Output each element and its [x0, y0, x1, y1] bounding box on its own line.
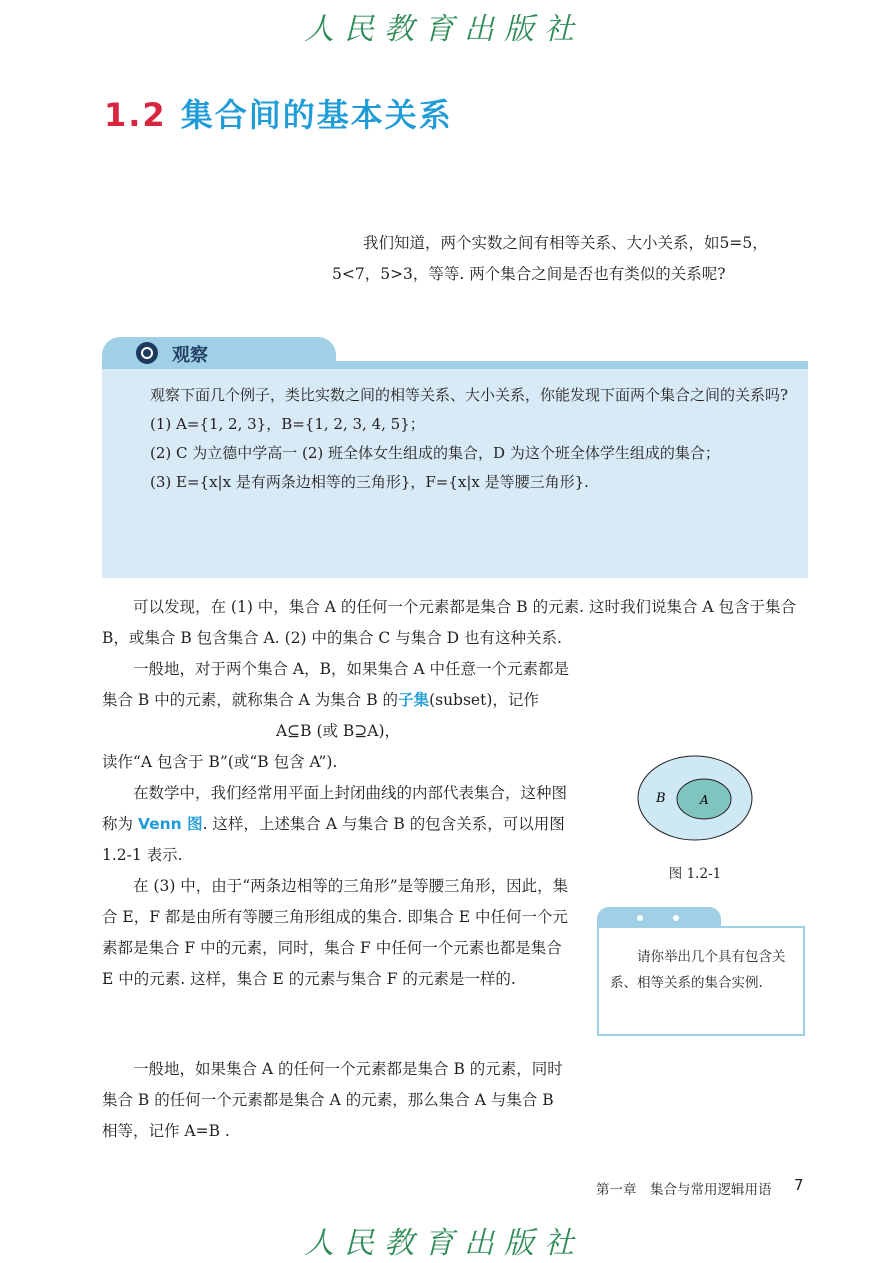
subset-formula: A⊆B (或 B⊇A)，: [275, 722, 401, 740]
venn-diagram: [636, 754, 754, 842]
observe-line: (2) C 为立德中学高一 (2) 班全体女生组成的集合，D 为这个班全体学生组成的集合；: [150, 444, 720, 462]
venn-text-tail: . 这样，上述集合 A 与集合 B 的包含关系，可以用图 1.2-1 表示.: [102, 815, 565, 864]
section-title: [104, 90, 453, 136]
observe-line: (1) A={1, 2, 3}，B={1, 2, 3, 4, 5}；: [150, 415, 425, 433]
paragraph-set-equality: 一般地，如果集合 A 的任何一个元素都是集合 B 的元素，同时集合 B 的任何一个元素都是集合 A 的元素，那么集合 A 与集合 B 相等，记作 A=B .: [102, 1060, 563, 1140]
paragraph-discovery: 可以发现，在 (1) 中，集合 A 的任何一个元素都是集合 B 的元素. 这时我们说集合 A 包含于集合 B，或集合 B 包含集合 A. (2) 中的集合 C 与集合 D 也有这种关系.: [102, 598, 797, 647]
venn-outer-label: B: [656, 791, 666, 806]
intro-paragraph: 我们知道，两个实数之间有相等关系、大小关系，如5=5，5<7，5>3，等等. 两个集合之间是否也有类似的关系呢?: [332, 234, 768, 283]
keyword-venn: Venn 图: [137, 815, 203, 833]
observe-line: 观察下面几个例子，类比实数之间的相等关系、大小关系，你能发现下面两个集合之间的关系吗?: [150, 386, 789, 404]
observe-label: 观察: [172, 345, 208, 366]
note-text: 请你举出几个具有包含关系、相等关系的集合实例.: [610, 949, 786, 991]
venn-inner-label: A: [700, 793, 709, 807]
figure-caption: 图 1.2-1: [668, 866, 722, 882]
note-dot-icon: [637, 915, 643, 921]
observe-line: (3) E={x|x 是有两条边相等的三角形}，F={x|x 是等腰三角形}.: [150, 473, 589, 491]
subset-def-tail: (subset)，记作: [429, 691, 539, 709]
subset-def-text: 一般地，对于两个集合 A，B，如果集合 A 中任意一个元素都是集合 B 中的元素，就称集合 A 为集合 B 的: [102, 660, 570, 709]
publisher-logo-top: 人民教育出版社: [304, 12, 584, 47]
paragraph-equal-sets: 在 (3) 中，由于“两条边相等的三角形”是等腰三角形，因此，集合 E，F 都是由所有等腰三角形组成的集合. 即集合 E 中任何一个元素都是集合 F 中的元素，同时，集合 F 中任何一个元素也都是集合 E 中的元素. 这样，集合 E 的元素与集合 F 的元素是一样的.: [102, 877, 569, 988]
paragraph-venn: [102, 778, 574, 871]
section-number: 1.2: [104, 96, 167, 134]
note-dot-icon: [673, 915, 679, 921]
venn-text: 在数学中，我们经常用平面上封闭曲线的内部代表集合，这种图称为: [102, 784, 568, 833]
paragraph-read-as: 读作“A 包含于 B”(或“B 包含 A”).: [102, 753, 338, 771]
observe-content: [120, 381, 792, 497]
footer-chapter: 第一章 集合与常用逻辑用语: [596, 1182, 772, 1198]
keyword-subset: 子集: [398, 691, 430, 709]
target-icon: [136, 342, 158, 364]
page-number: 7: [794, 1176, 804, 1194]
paragraph-subset-def: [102, 654, 574, 716]
publisher-logo-bottom: 人民教育出版社: [304, 1226, 584, 1261]
section-title-text: 集合间的基本关系: [180, 96, 453, 134]
body-column: [102, 654, 574, 995]
